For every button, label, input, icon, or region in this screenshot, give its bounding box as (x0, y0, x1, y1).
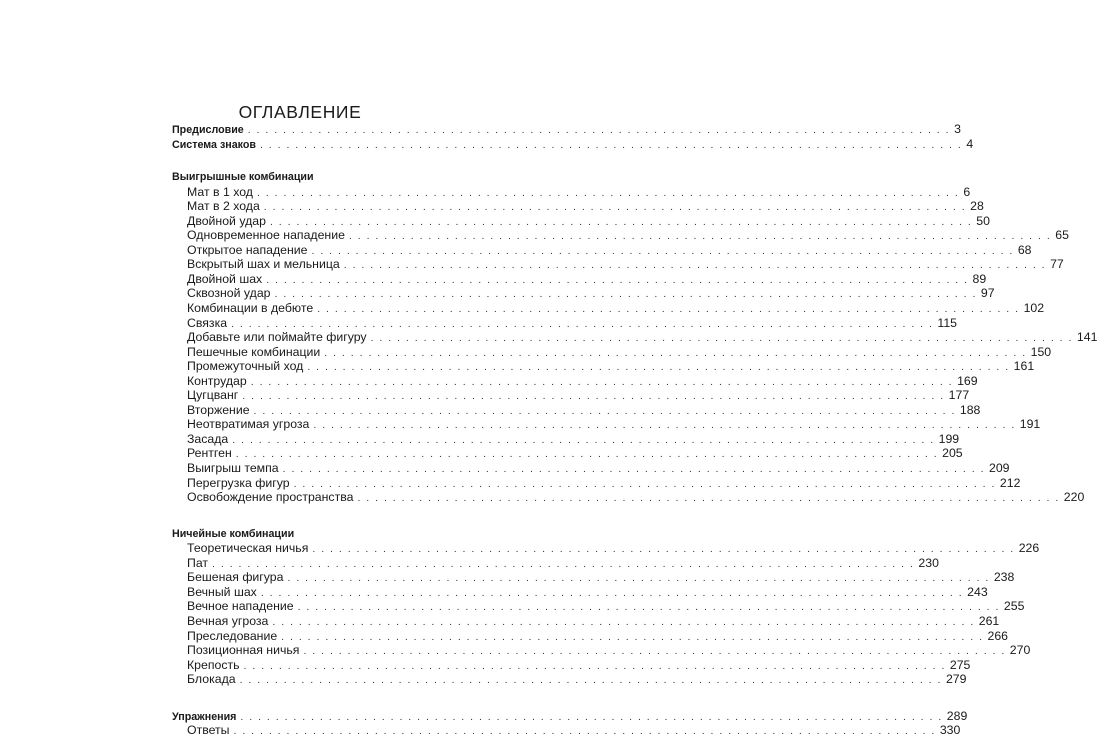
toc-entry[interactable] (172, 672, 967, 687)
leader-dots: . . . . . . . . . . . . . . . . . . . . . . . . . . . . . . . . . . . . . . . . . . . . . . . . . . . . . . . . . . . . . . . . . . . . . . . . . . . . . . . . (239, 674, 942, 687)
toc-entry[interactable] (172, 570, 1015, 585)
toc-entry-label: Мат в 2 хода (187, 199, 260, 214)
leader-dots: . . . . . . . . . . . . . . . . . . . . . . . . . . . . . . . . . . . . . . . . . . . . . . . . . . . . . . . . . . . . . . . . . . . . . . . . . . . . . . . . (231, 317, 934, 330)
toc-entry-page: 275 (949, 657, 971, 672)
toc-entry-page: 205 (942, 446, 963, 461)
leader-dots: . . . . . . . . . . . . . . . . . . . . . . . . . . . . . . . . . . . . . . . . . . . . . . . . . . . . . . . . . . . . . . . . . . . . . . . . . . . . . . . . (263, 201, 967, 214)
toc-entry-page: 4 (966, 136, 974, 151)
toc-entry-page: 199 (938, 431, 960, 446)
toc-entry-page: 238 (993, 570, 1015, 585)
toc-entry[interactable] (172, 599, 1025, 614)
toc-entry-label: Вечное нападение (187, 599, 294, 614)
toc-entry-label: Пешечные комбинации (187, 344, 321, 359)
toc-entry-label: Цугцванг (187, 388, 239, 403)
toc-entry-page: 65 (1055, 228, 1069, 243)
leader-dots: . . . . . . . . . . . . . . . . . . . . . . . . . . . . . . . . . . . . . . . . . . . . . . . . . . . . . . . . . . . . . . . . . . . . . . . . . . . . . . . . (313, 419, 1016, 432)
toc-entry-label: Контрудар (187, 373, 247, 388)
leader-dots: . . . . . . . . . . . . . . . . . . . . . . . . . . . . . . . . . . . . . . . . . . . . . . . . . . . . . . . . . . . . . . . . . . . . . . . . . . . . . . . . (259, 138, 963, 151)
table-of-contents (172, 122, 1097, 738)
toc-entry-page: 177 (948, 388, 970, 403)
toc-entry[interactable] (172, 490, 1085, 505)
toc-entry-label: Предисловие (172, 124, 244, 136)
toc-entry[interactable] (172, 475, 1021, 491)
toc-entry-page: 330 (939, 723, 961, 738)
toc-entry[interactable] (172, 301, 1045, 316)
leader-dots: . . . . . . . . . . . . . . . . . . . . . . . . . . . . . . . . . . . . . . . . . . . . . . . . . . . . . . . . . . . . . . . . . . . . . . . . . . . . . . . . (272, 615, 975, 628)
toc-entry[interactable] (172, 199, 984, 214)
toc-entry-label: Вечный шах (187, 584, 257, 599)
toc-entry-page: 289 (946, 708, 968, 723)
leader-dots: . . . . . . . . . . . . . . . . . . . . . . . . . . . . . . . . . . . . . . . . . . . . . . . . . . . . . . . . . . . . . . . . . . . . . . . . . . . . . . . . (247, 124, 951, 136)
leader-dots: . . . . . . . . . . . . . . . . . . . . . . . . . . . . . . . . . . . . . . . . . . . . . . . . . . . . . . . . . . . . . . . . . . . . . . . . . . . . . . . . (317, 303, 1020, 316)
leader-dots: . . . . . . . . . . . . . . . . . . . . . . . . . . . . . . . . . . . . . . . . . . . . . . . . . . . . . . . . . . . . . . . . . . . . . . . . . . . . . . . . (303, 645, 1006, 658)
toc-entry[interactable] (172, 359, 1035, 374)
toc-entry-preface[interactable] (172, 122, 961, 137)
toc-entry-label: Преследование (187, 628, 278, 643)
toc-entry[interactable] (172, 344, 1052, 360)
leader-dots: . . . . . . . . . . . . . . . . . . . . . . . . . . . . . . . . . . . . . . . . . . . . . . . . . . . . . . . . . . . . . . . . . . . . . . . . . . . . . . . . (282, 463, 985, 476)
toc-entry-label: Промежуточный ход (187, 359, 304, 374)
toc-entry-page: 261 (978, 613, 1000, 628)
toc-entry[interactable] (172, 271, 987, 287)
toc-entry[interactable] (172, 431, 960, 447)
toc-entry[interactable] (172, 584, 988, 600)
toc-entry-label: Неотвратимая угроза (187, 417, 310, 432)
toc-entry-page: 68 (1017, 242, 1032, 257)
leader-dots: . . . . . . . . . . . . . . . . . . . . . . . . . . . . . . . . . . . . . . . . . . . . . . . . . . . . . . . . . . . . . . . . . . . . . . . . . . . . . . . . (324, 346, 1027, 359)
toc-entry-label: Позиционная ничья (187, 643, 300, 658)
toc-entry[interactable] (172, 388, 970, 403)
page-title: ОГЛАВЛЕНИЕ (238, 101, 362, 122)
toc-entry-label: Выигрыш темпа (187, 461, 279, 476)
toc-entry-label: Двойной шах (187, 271, 263, 286)
leader-dots: . . . . . . . . . . . . . . . . . . . . . . . . . . . . . . . . . . . . . . . . . . . . . . . . . . . . . . . . . . . . . . . . . . . . . . . . . . . . . . . . (242, 390, 945, 403)
leader-dots: . . . . . . . . . . . . . . . . . . . . . . . . . . . . . . . . . . . . . . . . . . . . . . . . . . . . . . . . . . . . . . . . . . . . . . . . . . . . . . . . (370, 332, 1073, 345)
leader-dots: . . . . . . . . . . . . . . . . . . . . . . . . . . . . . . . . . . . . . . . . . . . . . . . . . . . . . . . . . . . . . . . . . . . . . . . . . . . . . . . . (311, 244, 1014, 257)
toc-entry-label: Освобождение пространства (187, 490, 354, 505)
toc-entry[interactable] (172, 213, 990, 229)
toc-entry-page: 50 (976, 213, 990, 228)
toc-entry-page: 6 (963, 184, 971, 199)
toc-entry-page: 28 (970, 199, 984, 214)
toc-entry-page: 89 (972, 271, 987, 286)
leader-dots: . . . . . . . . . . . . . . . . . . . . . . . . . . . . . . . . . . . . . . . . . . . . . . . . . . . . . . . . . . . . . . . . . . . . . . . . . . . . . . . . (307, 361, 1010, 374)
leader-dots: . . . . . . . . . . . . . . . . . . . . . . . . . . . . . . . . . . . . . . . . . . . . . . . . . . . . . . . . . . . . . . . . . . . . . . . . . . . . . . . . (266, 273, 969, 286)
toc-entry[interactable] (172, 541, 1040, 556)
toc-entry[interactable] (172, 643, 1031, 658)
toc-entry[interactable] (172, 446, 963, 461)
section-list-winning (172, 184, 1097, 505)
toc-entry-page: 188 (959, 402, 981, 417)
leader-dots: . . . . . . . . . . . . . . . . . . . . . . . . . . . . . . . . . . . . . . . . . . . . . . . . . . . . . . . . . . . . . . . . . . . . . . . . . . . . . . . . (233, 725, 936, 738)
toc-entry[interactable] (172, 330, 1097, 345)
toc-entry-label: Упражнения (172, 710, 237, 723)
toc-entry-answers[interactable] (172, 723, 961, 738)
toc-entry-label: Система знаков (172, 138, 256, 151)
toc-entry[interactable] (172, 628, 1009, 644)
toc-entry-page: 169 (957, 373, 978, 388)
toc-entry-label: Комбинации в дебюте (187, 301, 314, 316)
toc-entry[interactable] (172, 555, 939, 571)
leader-dots: . . . . . . . . . . . . . . . . . . . . . . . . . . . . . . . . . . . . . . . . . . . . . . . . . . . . . . . . . . . . . . . . . . . . . . . . . . . . . . . . (253, 404, 956, 417)
toc-entry-label: Добавьте или поймайте фигуру (187, 330, 367, 345)
toc-entry-page: 220 (1063, 490, 1085, 505)
leader-dots: . . . . . . . . . . . . . . . . . . . . . . . . . . . . . . . . . . . . . . . . . . . . . . . . . . . . . . . . . . . . . . . . . . . . . . . . . . . . . . . . (274, 288, 977, 301)
toc-entry-page: 230 (918, 555, 939, 570)
leader-dots: . . . . . . . . . . . . . . . . . . . . . . . . . . . . . . . . . . . . . . . . . . . . . . . . . . . . . . . . . . . . . . . . . . . . . . . . . . . . . . . . (232, 433, 935, 446)
section-heading-winning: Выигрышные комбинации (172, 171, 314, 184)
toc-entry[interactable] (172, 417, 1041, 432)
toc-entry-label: Открытое нападение (187, 242, 308, 257)
section-heading-drawing: Ничейные комбинации (172, 527, 295, 540)
section-list-drawing (172, 541, 1040, 687)
toc-entry-label: Рентген (187, 446, 232, 461)
toc-entry-label: Бешеная фигура (187, 570, 284, 585)
toc-entry[interactable] (172, 242, 1032, 258)
toc-entry[interactable] (172, 402, 981, 418)
leader-dots: . . . . . . . . . . . . . . . . . . . . . . . . . . . . . . . . . . . . . . . . . . . . . . . . . . . . . . . . . . . . . . . . . . . . . . . . . . . . . . . . (243, 659, 946, 672)
toc-entry[interactable] (172, 613, 1000, 629)
toc-entry[interactable] (172, 373, 978, 389)
toc-entry-page: 212 (999, 475, 1021, 490)
toc-entry[interactable] (172, 184, 971, 200)
toc-entry[interactable] (172, 315, 958, 331)
toc-entry[interactable] (172, 257, 1064, 272)
leader-dots: . . . . . . . . . . . . . . . . . . . . . . . . . . . . . . . . . . . . . . . . . . . . . . . . . . . . . . . . . . . . . . . . . . . . . . . . . . . . . . . . (269, 215, 973, 228)
toc-entry-notation[interactable] (172, 136, 974, 152)
leader-dots: . . . . . . . . . . . . . . . . . . . . . . . . . . . . . . . . . . . . . . . . . . . . . . . . . . . . . . . . . . . . . . . . . . . . . . . . . . . . . . . . (235, 448, 939, 461)
leader-dots: . . . . . . . . . . . . . . . . . . . . . . . . . . . . . . . . . . . . . . . . . . . . . . . . . . . . . . . . . . . . . . . . . . . . . . . . . . . . . . . . (287, 572, 990, 585)
toc-entry[interactable] (172, 286, 995, 301)
toc-entry-page: 270 (1009, 643, 1031, 658)
toc-entry-label: Перегрузка фигур (187, 475, 290, 490)
toc-entry-page: 243 (967, 584, 988, 599)
leader-dots: . . . . . . . . . . . . . . . . . . . . . . . . . . . . . . . . . . . . . . . . . . . . . . . . . . . . . . . . . . . . . . . . . . . . . . . . . . . . . . . . (343, 259, 1047, 272)
toc-entry-page: 255 (1003, 599, 1025, 614)
toc-entry-page: 3 (954, 122, 961, 136)
toc-entry[interactable] (172, 228, 1069, 243)
leader-dots: . . . . . . . . . . . . . . . . . . . . . . . . . . . . . . . . . . . . . . . . . . . . . . . . . . . . . . . . . . . . . . . . . . . . . . . . . . . . . . . . (240, 710, 943, 723)
toc-entry-label: Вечная угроза (187, 613, 269, 628)
toc-entry-label: Вскрытый шах и мельница (187, 257, 340, 272)
leader-dots: . . . . . . . . . . . . . . . . . . . . . . . . . . . . . . . . . . . . . . . . . . . . . . . . . . . . . . . . . . . . . . . . . . . . . . . . . . . . . . . . (281, 630, 984, 643)
leader-dots: . . . . . . . . . . . . . . . . . . . . . . . . . . . . . . . . . . . . . . . . . . . . . . . . . . . . . . . . . . . . . . . . . . . . . . . . . . . . . . . . (256, 186, 960, 199)
toc-entry-label: Вторжение (187, 402, 250, 417)
toc-entry-page: 77 (1050, 257, 1064, 272)
toc-entry-page: 161 (1013, 359, 1035, 374)
toc-entry-page: 141 (1076, 330, 1097, 345)
toc-entry-label: Засада (187, 431, 229, 446)
toc-entry-label: Пат (187, 555, 209, 570)
toc-entry-page: 115 (937, 315, 958, 330)
toc-entry-label: Мат в 1 ход (187, 184, 253, 199)
toc-entry-label: Связка (187, 315, 228, 330)
leader-dots: . . . . . . . . . . . . . . . . . . . . . . . . . . . . . . . . . . . . . . . . . . . . . . . . . . . . . . . . . . . . . . . . . . . . . . . . . . . . . . . . (297, 601, 1000, 614)
leader-dots: . . . . . . . . . . . . . . . . . . . . . . . . . . . . . . . . . . . . . . . . . . . . . . . . . . . . . . . . . . . . . . . . . . . . . . . . . . . . . . . . (293, 477, 996, 490)
toc-entry-page: 191 (1019, 417, 1041, 432)
toc-entry-page: 266 (987, 628, 1009, 643)
toc-entry-page: 209 (988, 461, 1010, 476)
leader-dots: . . . . . . . . . . . . . . . . . . . . . . . . . . . . . . . . . . . . . . . . . . . . . . . . . . . . . . . . . . . . . . . . . . . . . . . . . . . . . . . . (312, 543, 1015, 556)
toc-entry[interactable] (172, 461, 1010, 476)
leader-dots: . . . . . . . . . . . . . . . . . . . . . . . . . . . . . . . . . . . . . . . . . . . . . . . . . . . . . . . . . . . . . . . . . . . . . . . . . . . . . . . . (260, 586, 964, 599)
toc-entry[interactable] (172, 657, 971, 673)
toc-entry-label: Теоретическая ничья (187, 541, 309, 556)
toc-entry-label: Ответы (187, 723, 230, 738)
toc-entry-page: 279 (945, 672, 967, 687)
toc-entry-label: Сквозной удар (187, 286, 271, 301)
leader-dots: . . . . . . . . . . . . . . . . . . . . . . . . . . . . . . . . . . . . . . . . . . . . . . . . . . . . . . . . . . . . . . . . . . . . . . . . . . . . . . . . (212, 557, 915, 570)
toc-entry-page: 102 (1023, 301, 1045, 316)
toc-entry-page: 150 (1030, 344, 1052, 359)
toc-entry-page: 97 (980, 286, 995, 301)
leader-dots: . . . . . . . . . . . . . . . . . . . . . . . . . . . . . . . . . . . . . . . . . . . . . . . . . . . . . . . . . . . . . . . . . . . . . . . . . . . . . . . . (357, 492, 1060, 505)
toc-entry-exercises[interactable] (172, 708, 968, 724)
toc-entry-label: Одновременное нападение (187, 228, 345, 243)
leader-dots: . . . . . . . . . . . . . . . . . . . . . . . . . . . . . . . . . . . . . . . . . . . . . . . . . . . . . . . . . . . . . . . . . . . . . . . . . . . . . . . . (250, 375, 954, 388)
toc-entry-label: Двойной удар (187, 213, 266, 228)
toc-entry-label: Крепость (187, 657, 240, 672)
toc-entry-label: Блокада (187, 672, 236, 687)
toc-entry-page: 226 (1018, 541, 1040, 556)
leader-dots: . . . . . . . . . . . . . . . . . . . . . . . . . . . . . . . . . . . . . . . . . . . . . . . . . . . . . . . . . . . . . . . . . . . . . . . . . . . . . . . . (348, 230, 1052, 243)
